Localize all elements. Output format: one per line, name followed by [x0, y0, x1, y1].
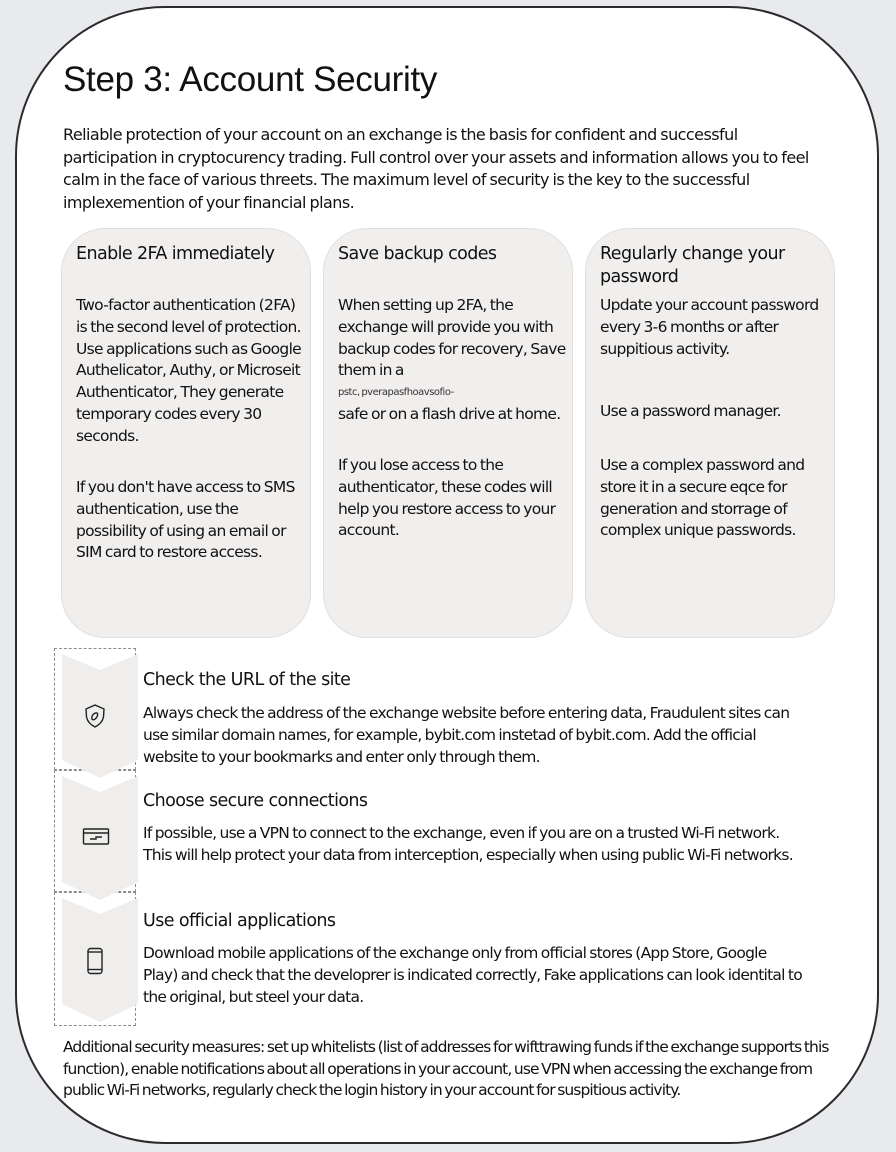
card-icon — [82, 824, 108, 850]
smartphone-icon — [84, 947, 110, 973]
card-paragraph: If you don't have access to SMS authentication, use the possibility of using an email or SIM card to restore access. — [76, 478, 295, 562]
step-title-official-apps: Use official applications — [143, 911, 336, 931]
card-paragraph: When setting up 2FA, the exchange will provide you with backup codes for recovery, Save them in a — [338, 296, 566, 380]
card-title: Enable 2FA immediately — [76, 244, 275, 264]
card-change-password — [585, 228, 835, 638]
card-paragraph: Update your account password every 3-6 months or after suppitious activity. — [600, 296, 819, 358]
card-paragraph: Use a password manager. — [600, 402, 781, 420]
card-paragraph-garbled — [338, 382, 566, 404]
page-title: Step 3: Account Security — [63, 60, 438, 99]
card-paragraph: Use a complex password and store it in a secure eqce for generation and storrage of complex unique passwords. — [600, 456, 805, 540]
intro-paragraph: Reliable protection of your account on an exchange is the basis for confident and successful participation in cryptocurency trading. Full control over your assets and information allows you to feel calm in the face of various threets. The maximum level of security is the key to the successful implexemention of your financial plans. — [63, 125, 809, 212]
step-text: Download mobile applications of the exchange only from official stores (App Store, Google Play) and check that the developrer is indicated correctly, Fake applications can look identital to the original, but steel your data. — [143, 944, 802, 1006]
card-save-backup-codes — [323, 228, 573, 638]
step-title-check-url: Check the URL of the site — [143, 670, 351, 690]
card-title: Regularly change your password — [600, 244, 785, 287]
card-enable-2fa — [61, 228, 311, 638]
garbled-text: pstc, pverapasfhoavsofio- — [338, 387, 454, 398]
card-paragraph: If you lose access to the authenticator, these codes will help you restore access to your account. — [338, 456, 556, 540]
step-text: Always check the address of the exchange website before entering data, Fraudulent sites can use similar domain names, for example, bybit.com instetad of bybit.com. Add the official website to your bookmarks and enter only through them. — [143, 704, 790, 766]
card-title: Save backup codes — [338, 244, 497, 264]
card-paragraph: safe or on a flash drive at home. — [338, 405, 561, 423]
step-title-secure-connections: Choose secure connections — [143, 791, 368, 811]
shield-icon — [82, 703, 108, 729]
card-paragraph: Two-factor authentication (2FA) is the second level of protection. Use applications such as Google Authelicator, Authy, or Microseit Authenticator, They generate temporary codes every 30 seconds. — [76, 296, 302, 445]
additional-measures-note: Additional security measures: set up whitelists (list of addresses for wifttrawing funds if the exchange supports this function), enable notifications about all operations in your account, use VPN when accessing the exchange from public Wi-Fi networks, regularly check the login history in your account for suspitious activity. — [63, 1038, 829, 1099]
step-text: If possible, use a VPN to connect to the exchange, even if you are on a trusted Wi-Fi network. This will help protect your data from interception, especially when using public Wi-Fi networks. — [143, 824, 793, 864]
